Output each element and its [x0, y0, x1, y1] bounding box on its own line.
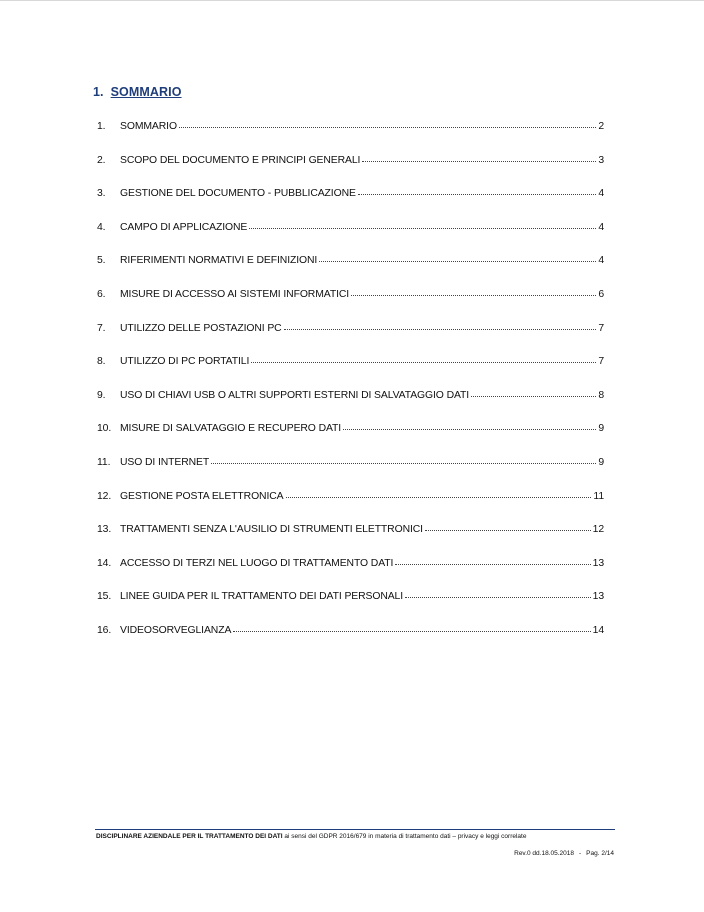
toc-dot-leader — [351, 295, 596, 296]
toc-entry-number: 15. — [97, 591, 112, 603]
toc-entry[interactable] — [97, 289, 604, 323]
toc-dot-leader — [405, 597, 591, 598]
toc-entry[interactable] — [97, 121, 604, 155]
toc-dot-leader — [179, 127, 596, 128]
toc-entry-number: 6. — [97, 288, 106, 300]
toc-dot-leader — [319, 261, 596, 262]
toc-entry-label: UTILIZZO DI PC PORTATILI — [120, 356, 250, 368]
toc-entry[interactable] — [97, 390, 604, 424]
toc-dot-leader — [211, 463, 596, 464]
toc-dot-leader — [249, 228, 596, 229]
toc-entry-number: 1. — [97, 121, 106, 132]
footer-divider — [95, 829, 615, 830]
toc-entry-label: TRATTAMENTI SENZA L'AUSILIO DI STRUMENTI ELETTRONICI — [120, 524, 423, 536]
toc-entry-label: USO DI CHIAVI USB O ALTRI SUPPORTI ESTERNI DI SALVATAGGIO DATI — [120, 389, 470, 401]
toc-entry-label: VIDEOSORVEGLIANZA — [120, 624, 232, 636]
toc-entry[interactable] — [97, 356, 604, 390]
toc-entry-page: 13 — [592, 557, 604, 569]
toc-entry[interactable] — [97, 457, 604, 491]
toc-dot-leader — [284, 329, 597, 330]
table-of-contents — [97, 121, 604, 659]
toc-entry-page: 11 — [593, 490, 604, 502]
toc-entry[interactable] — [97, 222, 604, 256]
footer-revision-line — [514, 850, 614, 857]
toc-entry-page: 7 — [598, 322, 604, 334]
toc-entry[interactable] — [97, 155, 604, 189]
footer-page-indicator: Pag. 2/14 — [586, 850, 614, 857]
toc-entry-page: 9 — [598, 423, 604, 435]
toc-entry-page: 4 — [598, 221, 604, 233]
toc-entry-page: 7 — [598, 356, 604, 368]
toc-entry-page: 12 — [592, 524, 604, 536]
toc-entry-number: 5. — [97, 255, 106, 267]
toc-entry-label: SOMMARIO — [120, 121, 177, 132]
section-heading-number: 1. — [93, 85, 104, 99]
toc-entry[interactable] — [97, 625, 604, 659]
toc-entry[interactable] — [97, 188, 604, 222]
section-heading-title: SOMMARIO — [110, 85, 182, 99]
toc-entry-number: 3. — [97, 188, 106, 200]
toc-dot-leader — [395, 564, 590, 565]
toc-entry-number: 4. — [97, 221, 106, 233]
toc-entry[interactable] — [97, 558, 604, 592]
toc-entry-label: GESTIONE DEL DOCUMENTO - PUBBLICAZIONE — [120, 188, 356, 200]
toc-entry[interactable] — [97, 591, 604, 625]
toc-entry-number: 7. — [97, 322, 106, 334]
footer-title-rest: ai sensi del GDPR 2016/679 in materia di trattamento dati – privacy e leggi correlate — [284, 833, 527, 840]
footer-separator: - — [579, 850, 582, 857]
toc-dot-leader — [362, 161, 596, 162]
toc-entry-number: 14. — [97, 557, 112, 569]
section-heading — [93, 85, 182, 99]
toc-entry-number: 16. — [97, 624, 112, 636]
toc-entry-page: 6 — [598, 288, 604, 300]
toc-entry[interactable] — [97, 323, 604, 357]
toc-dot-leader — [343, 429, 596, 430]
toc-entry-number: 9. — [97, 389, 106, 401]
toc-entry-page: 2 — [598, 121, 604, 132]
toc-entry-number: 11. — [97, 456, 111, 468]
toc-entry-label: MISURE DI SALVATAGGIO E RECUPERO DATI — [120, 423, 342, 435]
toc-entry-label: LINEE GUIDA PER IL TRATTAMENTO DEI DATI PERSONALI — [120, 591, 404, 603]
toc-entry-label: RIFERIMENTI NORMATIVI E DEFINIZIONI — [120, 255, 318, 267]
toc-entry-page: 4 — [598, 188, 604, 200]
toc-entry-label: SCOPO DEL DOCUMENTO E PRINCIPI GENERALI — [120, 154, 361, 166]
toc-entry[interactable] — [97, 423, 604, 457]
toc-entry-label: USO DI INTERNET — [120, 456, 210, 468]
toc-entry[interactable] — [97, 255, 604, 289]
toc-entry-page: 3 — [598, 154, 604, 166]
toc-entry-number: 10. — [97, 423, 112, 435]
toc-entry[interactable] — [97, 524, 604, 558]
toc-dot-leader — [471, 396, 596, 397]
toc-entry-label: GESTIONE POSTA ELETTRONICA — [120, 490, 284, 502]
toc-dot-leader — [425, 530, 591, 531]
toc-entry-label: UTILIZZO DELLE POSTAZIONI PC — [120, 322, 282, 334]
toc-entry-number: 8. — [97, 356, 106, 368]
toc-dot-leader — [233, 631, 590, 632]
toc-dot-leader — [358, 194, 597, 195]
toc-entry-label: CAMPO DI APPLICAZIONE — [120, 221, 248, 233]
toc-entry[interactable] — [97, 491, 604, 525]
footer-document-title — [96, 833, 526, 840]
footer-revision: Rev.0 dd.18.05.2018 — [514, 850, 574, 857]
toc-entry-page: 9 — [598, 456, 604, 468]
toc-entry-label: MISURE DI ACCESSO AI SISTEMI INFORMATICI — [120, 288, 350, 300]
toc-entry-page: 13 — [592, 591, 604, 603]
toc-entry-page: 8 — [598, 389, 604, 401]
toc-dot-leader — [251, 362, 596, 363]
toc-entry-label: ACCESSO DI TERZI NEL LUOGO DI TRATTAMENTO DATI — [120, 557, 394, 569]
toc-dot-leader — [286, 497, 592, 498]
toc-entry-number: 12. — [97, 490, 112, 502]
toc-entry-number: 13. — [97, 524, 112, 536]
toc-entry-page: 14 — [592, 624, 604, 636]
toc-entry-page: 4 — [598, 255, 604, 267]
footer-title-caps: DISCIPLINARE AZIENDALE PER IL TRATTAMENTO DEI DATI — [96, 833, 283, 840]
toc-entry-number: 2. — [97, 154, 106, 166]
